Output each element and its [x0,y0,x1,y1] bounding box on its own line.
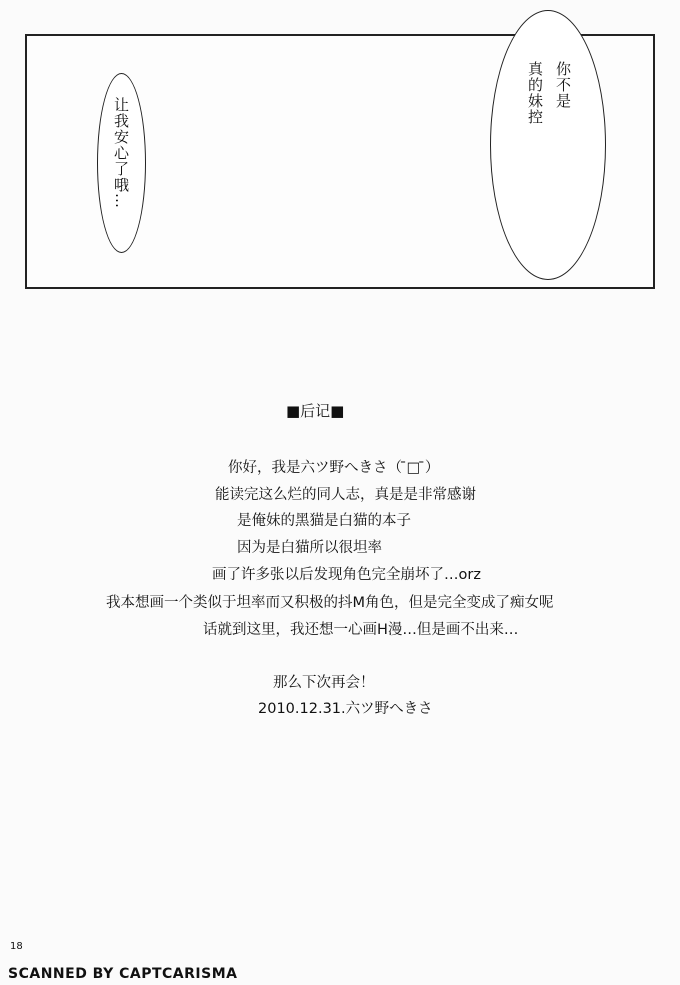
speech-text-left: 让我安心了哦… [112,97,130,209]
speech-bubble-right [490,10,606,280]
afterword-line: 话就到这里，我还想一心画H漫…但是画不出来… [203,622,519,638]
afterword-line: 能读完这么烂的同人志，真是是非常感谢 [215,487,476,503]
speech-text-right-col2: 真的妹控 [526,61,544,125]
afterword-line: 我本想画一个类似于坦率而又积极的抖M角色，但是完全变成了痴女呢 [106,595,554,611]
scan-credit: SCANNED BY CAPTCARISMA [8,966,238,982]
speech-text-right-col1: 你不是 [554,61,572,109]
afterword-closing: 那么下次再会！ [273,675,375,691]
page-number: 18 [10,941,23,952]
afterword-heading: ■后记■ [286,402,345,420]
afterword-line: 是俺妹的黑猫是白猫的本子 [237,513,411,529]
afterword-signature: 2010.12.31.六ツ野へきさ [258,701,433,717]
afterword-line: 画了许多张以后发现角色完全崩坏了…orz [212,567,481,583]
afterword-line: 因为是白猫所以很坦率 [237,540,382,556]
afterword-line: 你好，我是六ツ野へきさ（ ̄□ ̄） [228,460,440,476]
